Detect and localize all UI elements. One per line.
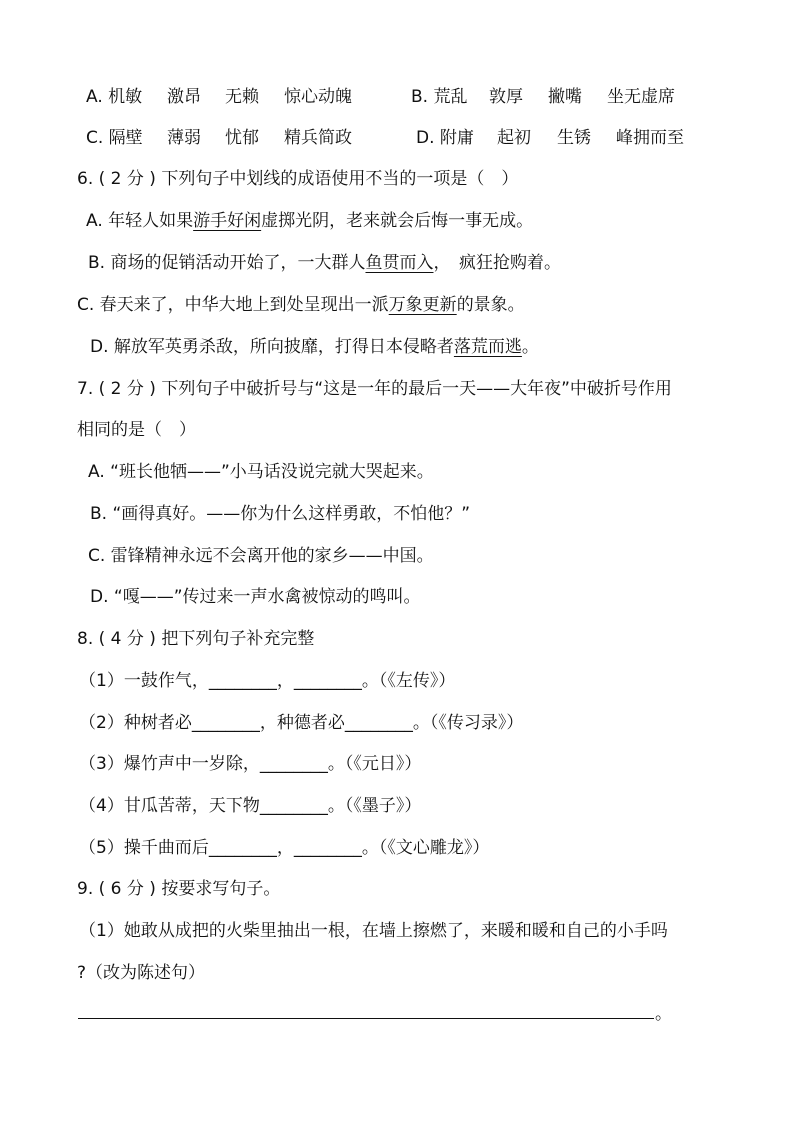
question-8-stem: 8. ( 4 分 ) 把下列句子补充完整 [77, 629, 315, 649]
option-b-word1: B. 荒乱 [411, 87, 468, 107]
question-9-item-1-line1: （1）她敢从成把的火柴里抽出一根，在墙上擦燃了，来暖和暖和自己的小手吗 [79, 921, 668, 941]
option-c-word2: 薄弱 [167, 128, 201, 148]
question-7-option-a: A. “班长他牺——”小马话没说完就大哭起来。 [88, 462, 434, 482]
question-6-stem: 6. ( 2 分 ) 下列句子中划线的成语使用不当的一项是（ ） [77, 169, 519, 189]
question-7-stem-line1: 7. ( 2 分 ) 下列句子中破折号与“这是一年的最后一天——大年夜”中破折号作用 [77, 379, 672, 399]
option-row-1 [0, 85, 794, 109]
question-8-item-5: （5）操千曲而后________，________。（《文心雕龙》） [79, 838, 490, 858]
option-row-2 [0, 126, 794, 150]
question-7-option-d: D. “嘎——”传过来一声水禽被惊动的鸣叫。 [90, 587, 421, 607]
option-b-word4: 坐无虚席 [607, 87, 675, 107]
option-a-word4: 惊心动魄 [284, 87, 352, 107]
option-d-word3: 生锈 [557, 128, 591, 148]
question-7-stem-line2: 相同的是（ ） [77, 420, 196, 440]
option-text: D. 解放军英勇杀敌，所向披靡，打得日本侵略者 [90, 337, 454, 357]
question-6-option-a [86, 209, 533, 233]
question-8-item-1: （1）一鼓作气，________，________。（《左传》） [79, 671, 456, 691]
question-8-item-2: （2）种树者必________，种德者必________。（《传习录》） [79, 713, 524, 733]
option-d-word4: 峰拥而至 [616, 128, 684, 148]
question-6-option-c [77, 293, 525, 317]
option-text: C. 春天来了，中华大地上到处呈现出一派 [77, 295, 389, 315]
answer-line[interactable] [78, 1018, 654, 1019]
option-text: A. 年轻人如果 [86, 211, 194, 231]
option-c-word3: 忧郁 [225, 128, 259, 148]
option-text: 虚掷光阴，老来就会后悔一事无成。 [261, 211, 534, 231]
question-7-option-c: C. 雷锋精神永远不会离开他的家乡——中国。 [88, 546, 434, 566]
question-7-option-b: B. “画得真好。——你为什么这样勇敢，不怕他？” [90, 504, 471, 524]
option-c-word4: 精兵简政 [284, 128, 352, 148]
option-text: B. 商场的促销活动开始了，一大群人 [88, 253, 366, 273]
answer-end-mark: 。 [655, 1004, 672, 1024]
question-9-stem: 9. ( 6 分 ) 按要求写句子。 [77, 879, 281, 899]
question-8-item-3: （3）爆竹声中一岁除，________。（《元日》） [79, 754, 422, 774]
option-d-word1: D. 附庸 [416, 128, 474, 148]
underlined-idiom: 游手好闲 [193, 211, 262, 231]
option-a-word3: 无赖 [225, 87, 259, 107]
option-text: ， 疯狂抢购着。 [433, 253, 561, 273]
underlined-idiom: 万象更新 [388, 295, 457, 315]
option-a-word1: A. 机敏 [86, 87, 143, 107]
underlined-idiom: 落荒而逃 [453, 337, 522, 357]
question-9-item-1-line2: ?（改为陈述句） [77, 963, 206, 983]
underlined-idiom: 鱼贯而入 [365, 253, 434, 273]
option-text: 。 [521, 337, 539, 357]
question-6-option-d [90, 335, 539, 359]
option-b-word3: 撇嘴 [548, 87, 582, 107]
question-8-item-4: （4）甘瓜苦蒂，天下物________。（《墨子》） [79, 796, 422, 816]
option-b-word2: 敦厚 [489, 87, 523, 107]
question-6-option-b [88, 251, 561, 275]
option-d-word2: 起初 [497, 128, 531, 148]
option-text: 的景象。 [456, 295, 525, 315]
option-a-word2: 激昂 [167, 87, 201, 107]
option-c-word1: C. 隔壁 [86, 128, 143, 148]
